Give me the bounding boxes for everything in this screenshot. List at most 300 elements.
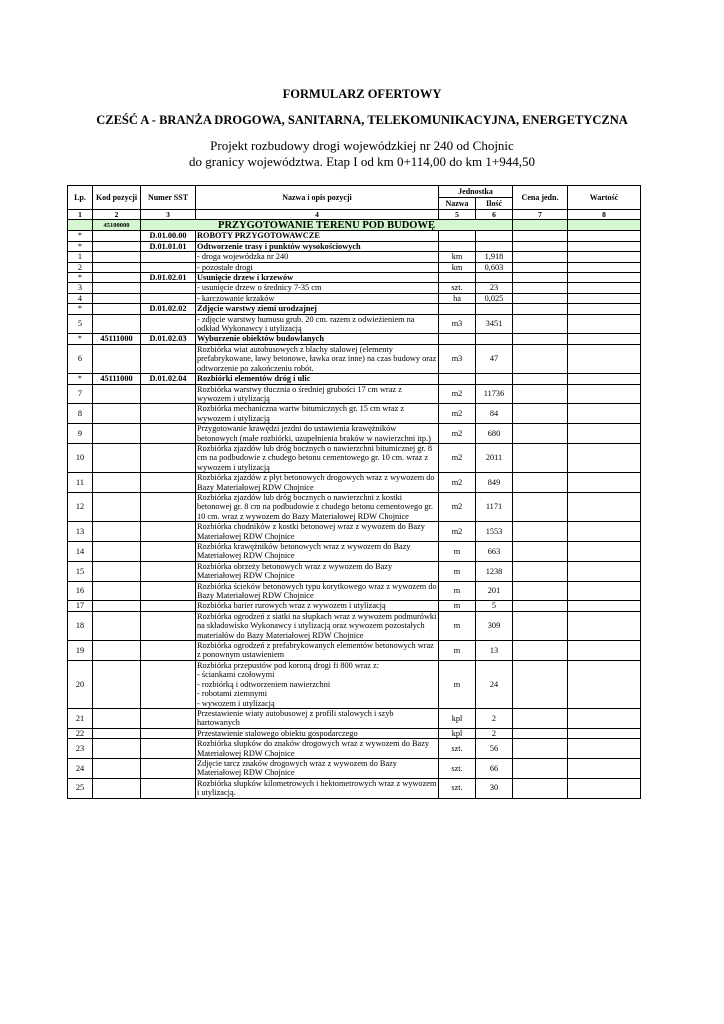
cell-numer-sst: D.01.00.00	[141, 231, 196, 241]
cell-unit: kpl	[439, 708, 476, 728]
cell-lp: 22	[68, 728, 93, 738]
cell-lp: 6	[68, 344, 93, 373]
project-description	[0, 138, 724, 170]
cell-wartosc	[568, 601, 641, 611]
section-cena	[513, 220, 568, 231]
cell-cena-jedn	[513, 641, 568, 661]
cell-wartosc	[568, 561, 641, 581]
cell-description: Rozbiórka krawężników betonowych wraz z wywozem do Bazy Materiałowej RDW Chojnice	[196, 542, 439, 562]
cell-cena-jedn	[513, 304, 568, 314]
section-row	[68, 220, 641, 231]
cell-unit: m	[439, 601, 476, 611]
cell-wartosc	[568, 443, 641, 472]
cell-lp: 10	[68, 443, 93, 472]
cell-description: - karczowanie krzaków	[196, 293, 439, 303]
table-row	[68, 262, 641, 272]
cell-numer-sst	[141, 293, 196, 303]
table-row	[68, 708, 641, 728]
cell-wartosc	[568, 542, 641, 562]
cell-kod-pozycji	[93, 522, 141, 542]
table-row	[68, 581, 641, 601]
cell-quantity: 2	[476, 728, 513, 738]
cell-kod-pozycji	[93, 492, 141, 521]
column-number: 4	[196, 210, 439, 220]
cell-unit	[439, 231, 476, 241]
column-number: 6	[476, 210, 513, 220]
table-row	[68, 601, 641, 611]
cell-kod-pozycji	[93, 273, 141, 283]
table-row	[68, 283, 641, 293]
cell-quantity: 13	[476, 641, 513, 661]
cell-quantity	[476, 273, 513, 283]
column-number: 5	[439, 210, 476, 220]
cell-unit: m	[439, 561, 476, 581]
cell-unit	[439, 374, 476, 384]
column-number: 8	[568, 210, 641, 220]
cell-cena-jedn	[513, 581, 568, 601]
cell-kod-pozycji	[93, 728, 141, 738]
cell-wartosc	[568, 778, 641, 798]
cell-wartosc	[568, 641, 641, 661]
cell-numer-sst	[141, 561, 196, 581]
cell-quantity: 3451	[476, 314, 513, 334]
cell-kod-pozycji	[93, 660, 141, 708]
cell-kod-pozycji	[93, 443, 141, 472]
cell-lp: 15	[68, 561, 93, 581]
cell-cena-jedn	[513, 293, 568, 303]
cell-kod-pozycji: 45111000	[93, 334, 141, 344]
cell-quantity: 56	[476, 739, 513, 759]
cell-kod-pozycji	[93, 424, 141, 444]
cell-lp: 18	[68, 611, 93, 640]
table-row	[68, 384, 641, 404]
table-row	[68, 641, 641, 661]
cell-description: Rozbiórka wiat autobusowych z blachy stalowej (elementy prefabrykowane, ławy betonowe, ławka oraz inne) na czas budowy oraz odtworzenie po zakończeniu robót.	[196, 344, 439, 373]
cell-quantity: 2	[476, 708, 513, 728]
cell-unit: szt.	[439, 778, 476, 798]
cell-cena-jedn	[513, 561, 568, 581]
cell-numer-sst	[141, 314, 196, 334]
project-line-2: do granicy województwa. Etap I od km 0+114,00 do km 1+944,50	[189, 154, 535, 169]
table-row	[68, 404, 641, 424]
cell-wartosc	[568, 581, 641, 601]
cell-quantity	[476, 374, 513, 384]
cell-cena-jedn	[513, 374, 568, 384]
header-kod-pozycji: Kod pozycji	[93, 186, 141, 210]
cell-lp: 16	[68, 581, 93, 601]
cell-numer-sst: D.01.02.03	[141, 334, 196, 344]
cell-unit: szt.	[439, 758, 476, 778]
cell-wartosc	[568, 374, 641, 384]
cell-cena-jedn	[513, 404, 568, 424]
section-title: PRZYGOTOWANIE TERENU POD BUDOWĘ	[141, 220, 513, 231]
cell-numer-sst	[141, 262, 196, 272]
column-number-row	[68, 210, 641, 220]
cell-cena-jedn	[513, 424, 568, 444]
cell-wartosc	[568, 611, 641, 640]
cell-numer-sst	[141, 424, 196, 444]
cell-quantity: 23	[476, 283, 513, 293]
cell-quantity: 849	[476, 473, 513, 493]
cell-kod-pozycji	[93, 739, 141, 759]
cell-quantity: 84	[476, 404, 513, 424]
cell-quantity	[476, 304, 513, 314]
table-group-row	[68, 273, 641, 283]
cell-cena-jedn	[513, 492, 568, 521]
cell-cena-jedn	[513, 334, 568, 344]
cell-kod-pozycji	[93, 758, 141, 778]
table-row	[68, 758, 641, 778]
column-number: 3	[141, 210, 196, 220]
cell-wartosc	[568, 404, 641, 424]
cell-cena-jedn	[513, 739, 568, 759]
cell-wartosc	[568, 739, 641, 759]
cell-lp: 25	[68, 778, 93, 798]
cell-description: - pozostałe drogi	[196, 262, 439, 272]
cell-numer-sst	[141, 601, 196, 611]
cell-cena-jedn	[513, 758, 568, 778]
cell-cena-jedn	[513, 252, 568, 262]
cell-lp: *	[68, 304, 93, 314]
cell-cena-jedn	[513, 384, 568, 404]
cell-numer-sst	[141, 404, 196, 424]
cell-numer-sst	[141, 641, 196, 661]
cell-quantity: 0,025	[476, 293, 513, 303]
cell-quantity: 11736	[476, 384, 513, 404]
cell-numer-sst: D.01.01.01	[141, 241, 196, 251]
cell-quantity	[476, 334, 513, 344]
cell-unit: szt.	[439, 739, 476, 759]
cell-cena-jedn	[513, 443, 568, 472]
header-nazwa-i-opis: Nazwa i opis pozycji	[196, 186, 439, 210]
table-row	[68, 660, 641, 708]
cell-description: Rozbiórka zjazdów z płyt betonowych drogowych wraz z wywozem do Bazy Materiałowej RDW Chojnice	[196, 473, 439, 493]
cell-wartosc	[568, 758, 641, 778]
cell-cena-jedn	[513, 473, 568, 493]
header-wartosc: Wartość	[568, 186, 641, 210]
cell-description: Przygotowanie krawędzi jezdni do ustawienia krawężników betonowych (małe rozbiórki, uzupełnienia braków w nawierzchni itp.)	[196, 424, 439, 444]
cell-lp: 3	[68, 283, 93, 293]
cell-description: Rozbiórka obrzeży betonowych wraz z wywozem do Bazy Materiałowej RDW Chojnice	[196, 561, 439, 581]
table-body	[68, 186, 641, 799]
cell-wartosc	[568, 492, 641, 521]
cell-quantity: 1238	[476, 561, 513, 581]
cell-lp: 11	[68, 473, 93, 493]
table-row	[68, 443, 641, 472]
cell-quantity: 47	[476, 344, 513, 373]
column-number: 1	[68, 210, 93, 220]
cell-quantity: 1,918	[476, 252, 513, 262]
cell-numer-sst	[141, 492, 196, 521]
cell-numer-sst	[141, 778, 196, 798]
cell-kod-pozycji	[93, 611, 141, 640]
table-group-row	[68, 374, 641, 384]
cell-lp: 20	[68, 660, 93, 708]
cell-lp: 2	[68, 262, 93, 272]
cell-lp: 23	[68, 739, 93, 759]
cell-lp: 24	[68, 758, 93, 778]
cell-unit: m2	[439, 424, 476, 444]
cell-lp: 13	[68, 522, 93, 542]
cell-kod-pozycji	[93, 384, 141, 404]
cell-description: Rozbiórka zjazdów lub dróg bocznych o nawierzchni bitumicznej gr. 8 cm na podbudowie z chudego betonu cementowego gr. 10 cm. wraz z wywozem i utylizacją	[196, 443, 439, 472]
cell-description: Odtworzenie trasy i punktów wysokościowych	[196, 241, 439, 251]
cell-numer-sst	[141, 581, 196, 601]
cell-unit: m	[439, 660, 476, 708]
cell-cena-jedn	[513, 344, 568, 373]
table-row	[68, 424, 641, 444]
cell-unit: m3	[439, 344, 476, 373]
form-subtitle: CZEŚĆ A - BRANŻA DROGOWA, SANITARNA, TELEKOMUNIKACYJNA, ENERGETYCZNA	[96, 113, 628, 127]
cell-description: Rozbiórka mechaniczna wartw bitumicznych gr. 15 cm wraz z wywozem i utylizacją	[196, 404, 439, 424]
cell-lp: 21	[68, 708, 93, 728]
cell-unit: m	[439, 641, 476, 661]
project-line-1: Projekt rozbudowy drogi wojewódzkiej nr 240 od Chojnic	[210, 138, 514, 153]
cell-unit: m2	[439, 443, 476, 472]
cell-cena-jedn	[513, 273, 568, 283]
cell-unit: m	[439, 542, 476, 562]
cell-unit: kpl	[439, 728, 476, 738]
cell-numer-sst: D.01.02.02	[141, 304, 196, 314]
cell-lp: *	[68, 273, 93, 283]
header-ilosc: Ilość	[476, 198, 513, 210]
cell-quantity: 0,603	[476, 262, 513, 272]
cell-lp: *	[68, 241, 93, 251]
cell-lp: 12	[68, 492, 93, 521]
cell-kod-pozycji	[93, 293, 141, 303]
table-row	[68, 611, 641, 640]
cell-kod-pozycji	[93, 304, 141, 314]
cell-lp: 17	[68, 601, 93, 611]
table-row	[68, 778, 641, 798]
table-group-row	[68, 334, 641, 344]
cell-description: - usunięcie drzew o średnicy 7-35 cm	[196, 283, 439, 293]
cell-wartosc	[568, 283, 641, 293]
cell-unit: m2	[439, 384, 476, 404]
cell-numer-sst	[141, 542, 196, 562]
cell-kod-pozycji	[93, 344, 141, 373]
cell-quantity: 1171	[476, 492, 513, 521]
cell-cena-jedn	[513, 601, 568, 611]
cell-kod-pozycji	[93, 241, 141, 251]
cell-lp: 19	[68, 641, 93, 661]
cell-wartosc	[568, 304, 641, 314]
cell-description: - droga wojewódzka nr 240	[196, 252, 439, 262]
cell-wartosc	[568, 252, 641, 262]
cell-numer-sst	[141, 443, 196, 472]
table-group-row	[68, 304, 641, 314]
cell-numer-sst	[141, 611, 196, 640]
cell-kod-pozycji	[93, 404, 141, 424]
cell-kod-pozycji	[93, 542, 141, 562]
header-lp: Lp.	[68, 186, 93, 210]
cell-unit: ha	[439, 293, 476, 303]
offer-table	[67, 185, 641, 799]
cell-numer-sst: D.01.02.04	[141, 374, 196, 384]
cell-quantity: 1553	[476, 522, 513, 542]
cell-lp: *	[68, 374, 93, 384]
cell-wartosc	[568, 334, 641, 344]
cell-wartosc	[568, 231, 641, 241]
cell-lp: 7	[68, 384, 93, 404]
cell-description: - zdjęcie warstwy humusu grub. 20 cm. razem z odwieżieniem na odkład Wykonawcy i utylizacją	[196, 314, 439, 334]
cell-kod-pozycji	[93, 262, 141, 272]
cell-numer-sst	[141, 252, 196, 262]
table-row	[68, 314, 641, 334]
header-jednostka: Jednostka	[439, 186, 513, 198]
cell-cena-jedn	[513, 262, 568, 272]
cell-unit	[439, 241, 476, 251]
cell-numer-sst	[141, 739, 196, 759]
cell-numer-sst	[141, 344, 196, 373]
cell-quantity: 66	[476, 758, 513, 778]
cell-wartosc	[568, 273, 641, 283]
cell-unit: km	[439, 262, 476, 272]
cell-quantity: 24	[476, 660, 513, 708]
cell-kod-pozycji	[93, 231, 141, 241]
cell-unit: m	[439, 581, 476, 601]
section-lp	[68, 220, 93, 231]
cell-wartosc	[568, 522, 641, 542]
cell-numer-sst	[141, 728, 196, 738]
header-numer-sst: Numer SST	[141, 186, 196, 210]
cell-description: Wyburzenie obiektów budowlanych	[196, 334, 439, 344]
cell-description: Rozbiórka przepustów pod koroną drogi fi 800 wraz z: - ściankami czołowymi - rozbiórką i odtworzeniem nawierzchni - robotami ziemnymi - wywozem i utylizacją	[196, 660, 439, 708]
cell-description: Rozbiórka chodników z kostki betonowej wraz z wywozem do Bazy Materiałowej RDW Chojnice	[196, 522, 439, 542]
header-cena-jedn: Cena jedn.	[513, 186, 568, 210]
column-number: 7	[513, 210, 568, 220]
cell-wartosc	[568, 473, 641, 493]
cell-numer-sst	[141, 473, 196, 493]
cell-unit: m2	[439, 473, 476, 493]
table-group-row	[68, 231, 641, 241]
cell-quantity: 680	[476, 424, 513, 444]
cell-description: Rozbiórka barier rurowych wraz z wywozem i utylizacją	[196, 601, 439, 611]
table-group-row	[68, 241, 641, 251]
cell-numer-sst	[141, 708, 196, 728]
cell-kod-pozycji	[93, 581, 141, 601]
cell-cena-jedn	[513, 611, 568, 640]
cell-quantity: 663	[476, 542, 513, 562]
cell-lp: *	[68, 334, 93, 344]
section-code: 45100000	[93, 220, 141, 231]
cell-quantity: 30	[476, 778, 513, 798]
cell-numer-sst	[141, 522, 196, 542]
cell-wartosc	[568, 293, 641, 303]
column-number: 2	[93, 210, 141, 220]
cell-quantity	[476, 241, 513, 251]
cell-kod-pozycji	[93, 283, 141, 293]
cell-cena-jedn	[513, 708, 568, 728]
section-wartosc	[568, 220, 641, 231]
cell-description: Rozbiórka słupków do znaków drogowych wraz z wywozem do Bazy Materiałowej RDW Chojnice	[196, 739, 439, 759]
cell-wartosc	[568, 314, 641, 334]
cell-description: Zdjęcie tarcz znaków drogowych wraz z wywozem do Bazy Materiałowej RDW Chojnice	[196, 758, 439, 778]
cell-numer-sst	[141, 758, 196, 778]
cell-unit: km	[439, 252, 476, 262]
cell-description: ROBOTY PRZYGOTOWAWCZE	[196, 231, 439, 241]
cell-kod-pozycji	[93, 708, 141, 728]
header-jednostka-nazwa: Nazwa	[439, 198, 476, 210]
cell-cena-jedn	[513, 241, 568, 251]
cell-cena-jedn	[513, 660, 568, 708]
cell-cena-jedn	[513, 283, 568, 293]
cell-description: Rozbiórka słupków kilometrowych i hektometrowych wraz z wywozem i utylizacją.	[196, 778, 439, 798]
table-row	[68, 522, 641, 542]
cell-quantity	[476, 231, 513, 241]
cell-wartosc	[568, 660, 641, 708]
cell-description: Rozbiórki elementów dróg i ulic	[196, 374, 439, 384]
cell-unit: m	[439, 611, 476, 640]
cell-quantity: 5	[476, 601, 513, 611]
table-row	[68, 561, 641, 581]
cell-description: Rozbiórka warstwy tłucznia o średniej grubości 17 cm wraz z wywozem i utylizacją	[196, 384, 439, 404]
cell-kod-pozycji	[93, 601, 141, 611]
cell-kod-pozycji	[93, 641, 141, 661]
cell-unit: m2	[439, 522, 476, 542]
cell-description: Przestawienie stalowego obiektu gospodarczego	[196, 728, 439, 738]
cell-description: Rozbiórka ogrodzeń z prefabrykowanych elementów betonowych wraz z ponownym ustawieniem	[196, 641, 439, 661]
cell-wartosc	[568, 708, 641, 728]
cell-lp: 5	[68, 314, 93, 334]
cell-cena-jedn	[513, 728, 568, 738]
cell-kod-pozycji	[93, 314, 141, 334]
cell-numer-sst: D.01.02.01	[141, 273, 196, 283]
table-row	[68, 473, 641, 493]
cell-cena-jedn	[513, 314, 568, 334]
cell-unit: m3	[439, 314, 476, 334]
cell-description: Rozbiórka ścieków betonowych typu korytkowego wraz z wywozem do Bazy Materiałowej RDW Chojnice	[197, 581, 437, 601]
cell-description: Usunięcie drzew i krzewów	[196, 273, 439, 283]
cell-lp: 8	[68, 404, 93, 424]
header-row-1	[68, 186, 641, 198]
cell-lp: 9	[68, 424, 93, 444]
cell-lp: 1	[68, 252, 93, 262]
cell-description: Rozbiórka ogrodzeń z siatki na słupkach wraz z wywozem podmurówki na składowisko Wykonawcy i utylizacją oraz wywozem pozostałych materiałów do Bazy Materiałowej RDW Chojnice	[196, 611, 439, 640]
cell-wartosc	[568, 424, 641, 444]
table-row	[68, 739, 641, 759]
table-row	[68, 344, 641, 373]
cell-lp: 14	[68, 542, 93, 562]
cell-wartosc	[568, 384, 641, 404]
cell-unit: m2	[439, 404, 476, 424]
cell-description: Rozbiórka zjazdów lub dróg bocznych o nawierzchni z kostki betonowej gr. 8 cm na podbudowie z chudego betonu cementowego gr. 10 cm. wraz z wywozem do Bazy Materiałowej RDW Chojnice	[196, 492, 439, 521]
form-title: FORMULARZ OFERTOWY	[282, 87, 442, 101]
cell-cena-jedn	[513, 778, 568, 798]
cell-unit	[439, 304, 476, 314]
cell-quantity: 201	[476, 581, 513, 601]
table-row	[68, 542, 641, 562]
cell-numer-sst	[141, 660, 196, 708]
cell-kod-pozycji	[93, 473, 141, 493]
table-row	[68, 293, 641, 303]
cell-cena-jedn	[513, 522, 568, 542]
cell-unit: szt.	[439, 283, 476, 293]
table-row	[68, 492, 641, 521]
cell-unit: m2	[439, 492, 476, 521]
cell-numer-sst	[141, 384, 196, 404]
cell-quantity: 2011	[476, 443, 513, 472]
cell-numer-sst	[141, 283, 196, 293]
cell-kod-pozycji	[93, 252, 141, 262]
cell-cena-jedn	[513, 542, 568, 562]
table-row	[68, 252, 641, 262]
cell-kod-pozycji	[93, 561, 141, 581]
cell-wartosc	[568, 262, 641, 272]
cell-unit	[439, 273, 476, 283]
cell-cena-jedn	[513, 231, 568, 241]
table-row	[68, 728, 641, 738]
